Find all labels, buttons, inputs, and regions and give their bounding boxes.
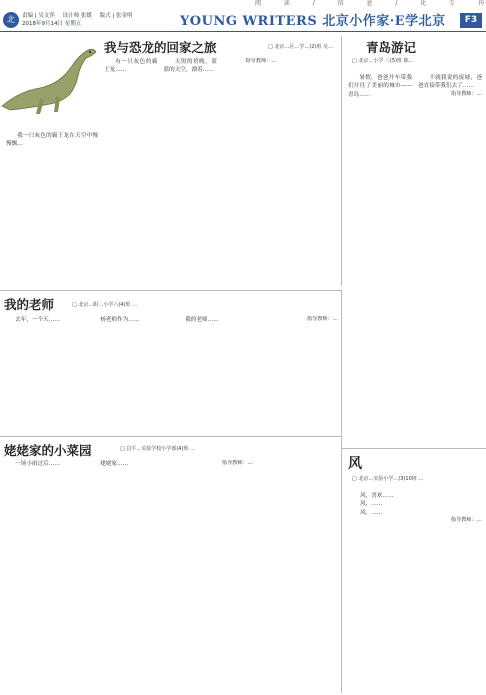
paragraph: 天黑的傍晚，蓝蓝的天空，漂着…… <box>163 59 217 74</box>
paragraph: 姥姥家…… <box>100 461 129 467</box>
editor-credit: 责编 | 吴文萍 <box>22 13 55 19</box>
page-number: F3 <box>460 13 482 28</box>
poem-line: 风，…… <box>360 509 383 516</box>
article-title-wind: 风 <box>348 456 362 472</box>
article-title-garden: 姥姥家的小菜园 <box>4 443 92 458</box>
section-title: YOUNG WRITERS 北京小作家·E学北京 <box>180 14 446 29</box>
article-body-qingdao <box>348 74 482 446</box>
paragraph: 一场小雨过后…… <box>15 461 60 467</box>
article-author-wind: □ 北京…实验小学…(3)10班 … <box>352 476 424 482</box>
paragraph: 杨老师作为…… <box>100 317 140 323</box>
column-divider <box>341 290 342 693</box>
paragraph: 去年，一个天…… <box>15 317 60 323</box>
proof-credit: 版式 | 张金明 <box>99 13 133 19</box>
header-info <box>22 12 138 29</box>
banner-word: 阅 <box>255 0 263 7</box>
article-title-teacher: 我的老师 <box>4 297 55 312</box>
teacher-credit: 指导教师：… <box>450 517 482 524</box>
teacher-credit: 指导教师：… <box>221 460 253 466</box>
teacher-credit: 指导教师：… <box>245 58 277 64</box>
banner-word: 息 <box>366 0 374 7</box>
paragraph: 我一只灰色的霸王龙在天空中慢慢飘… <box>6 133 98 148</box>
article-author-garden: □ 昌平…实验学校小学部(4)班 … <box>120 446 195 452</box>
article-body-dino <box>104 58 336 284</box>
article-body-teacher <box>4 316 338 434</box>
poem-line: 风，…… <box>360 501 383 508</box>
article-author-qingdao: □ 北京…小学 三(5)班 陈… <box>352 58 414 64</box>
paragraph: 不就我说的废墟，爸爸直接带我们去了…… <box>418 75 482 90</box>
banner-word: / <box>312 0 316 7</box>
section-divider <box>0 290 341 291</box>
article-title-qingdao: 青岛游记 <box>366 40 417 55</box>
banner-word: 刊 <box>477 0 485 7</box>
paragraph: 有一只灰色的霸王龙…… <box>104 59 158 74</box>
banner-word: 信 <box>337 0 345 7</box>
issue-date: 2018年9月14日 星期五 <box>22 21 82 28</box>
poem-body-wind <box>360 492 482 690</box>
banner-word: 专 <box>449 0 457 7</box>
paragraph: 暑假，爸爸开车带我们开往了美丽的城市——青岛…… <box>348 75 412 98</box>
teacher-credit: 指导教师：… <box>450 90 482 97</box>
paragraph: 我的老师…… <box>185 317 219 323</box>
designer-credit: 设计师 张媛 <box>62 13 92 19</box>
banner-word: / <box>395 0 399 7</box>
article-caption-dino <box>6 132 98 286</box>
section-divider <box>0 436 341 437</box>
top-banner <box>0 0 486 8</box>
newspaper-logo: 北 <box>3 12 19 28</box>
poem-line: 风，喜欢…… <box>360 493 394 499</box>
banner-word: 化 <box>420 0 428 7</box>
banner-words <box>255 0 485 8</box>
banner-word: 读 <box>283 0 291 7</box>
page-header <box>0 10 486 32</box>
teacher-credit: 指导教师：… <box>306 316 338 322</box>
article-author-teacher: □ 北京…附…小学六(4)班 … <box>72 302 137 308</box>
article-author-dino: □ 北京…区…学…(2)班 吴… <box>268 44 333 50</box>
article-body-garden <box>4 460 338 692</box>
section-divider <box>341 448 486 449</box>
dinosaur-illustration <box>0 36 98 124</box>
column-divider <box>341 36 342 286</box>
article-title-dino: 我与恐龙的回家之旅 <box>104 40 217 55</box>
